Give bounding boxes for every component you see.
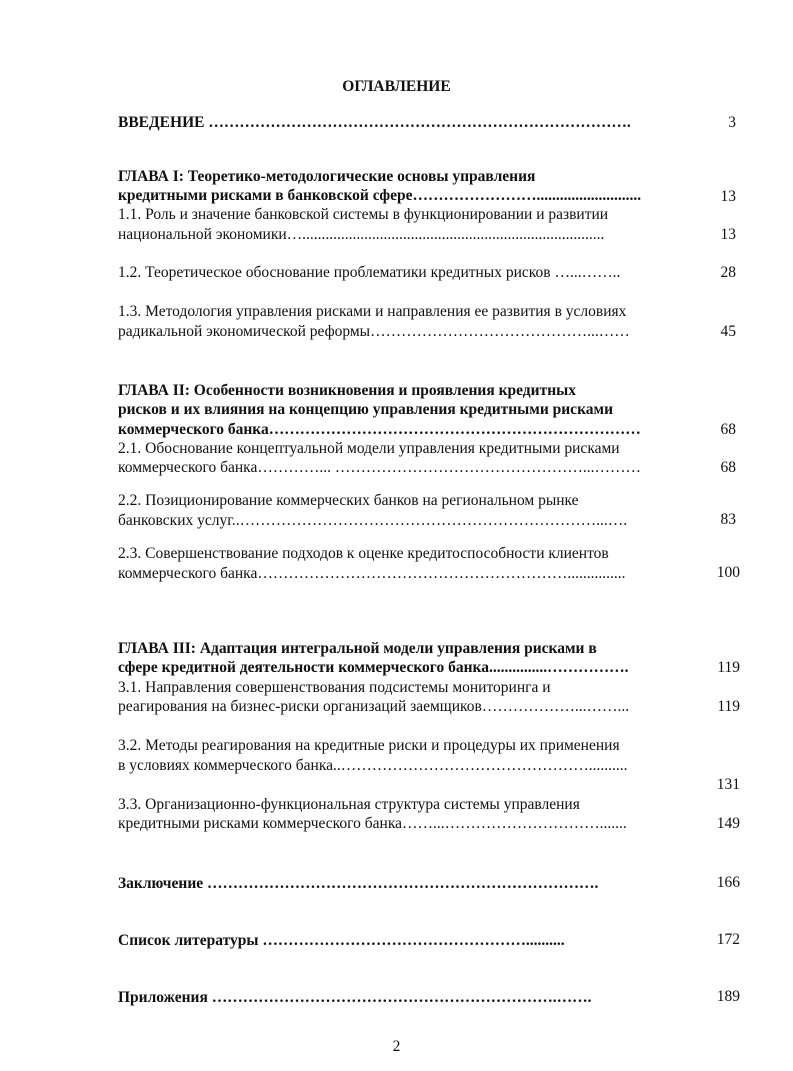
toc-section-1-3-line1: 1.3. Методология управления рисками и направления ее развития в условиях [118, 303, 627, 320]
toc-page-appendix: 189 [716, 988, 740, 1005]
toc-page-chapter-2: 68 [720, 421, 736, 438]
page-number: 2 [392, 1038, 401, 1055]
toc-section-2-3-line1: 2.3. Совершенствование подходов к оценке кредитоспособности клиентов [118, 545, 609, 562]
toc-page-section-3-2: 131 [716, 776, 740, 793]
toc-section-2-2-line2: банковских услуг..……………………………………………………………...…. [118, 512, 628, 529]
toc-page-intro: 3 [728, 114, 736, 131]
toc-chapter-3-line1: ГЛАВА III: Адаптация интегральной модели управления рисками в [118, 640, 597, 657]
toc-section-3-2-line2: в условиях коммерческого банка..………………………………………….......... [118, 757, 628, 774]
toc-chapter-2-line2: рисков и их влияния на концепцию управления кредитными рисками [118, 401, 614, 418]
toc-page-chapter-3: 119 [717, 659, 740, 676]
toc-section-2-3-line2: коммерческого банка……………………………………………………............... [118, 565, 626, 582]
toc-page-section-1-3: 45 [720, 323, 736, 340]
toc-section-1-2: 1.2. Теоретическое обоснование проблематики кредитных рисков …...…….. [118, 264, 621, 281]
toc-chapter-2-line1: ГЛАВА II: Особенности возникновения и проявления кредитных [118, 382, 576, 399]
toc-section-3-3-line1: 3.3. Организационно-функциональная структура системы управления [118, 796, 580, 813]
toc-page-references: 172 [716, 931, 740, 948]
toc-page-section-2-2: 83 [720, 511, 736, 528]
toc-page-section-1-1: 13 [720, 226, 736, 243]
toc-section-2-1-line1: 2.1. Обоснование концептуальной модели управления кредитными рисками [118, 440, 620, 457]
toc-section-1-1-line1: 1.1. Роль и значение банковской системы в функционировании и развитии [118, 206, 609, 223]
toc-page-conclusion: 166 [716, 874, 740, 891]
toc-section-3-1-line1: 3.1. Направления совершенствования подсистемы мониторинга и [118, 679, 551, 696]
toc-section-1-3-line2: радикальной экономической реформы……………………………………...…… [118, 323, 630, 340]
toc-page-section-3-3: 149 [716, 815, 740, 832]
toc-page-chapter-1: 13 [720, 188, 736, 205]
toc-page-section-2-3: 100 [716, 564, 740, 581]
toc-page-section-2-1: 68 [720, 459, 736, 476]
toc-section-3-3-line2: кредитными рисками коммерческого банка……...…………………………....... [118, 815, 627, 832]
toc-entry-references: Список литературы …………………………………………….......... [118, 932, 565, 949]
toc-chapter-2-line3: коммерческого банка……………………………………………………………… [118, 421, 641, 438]
toc-chapter-1-line1: ГЛАВА I: Теоретико-методологические основы управления [118, 168, 536, 185]
toc-entry-appendix: Приложения ………………………………………………………….……. [118, 989, 592, 1006]
toc-section-1-1-line2: национальной экономики….............................................................................. [118, 226, 605, 243]
toc-chapter-1-line2: кредитными рисками в банковской сфере……………………........................... [118, 187, 642, 204]
toc-section-3-2-line1: 3.2. Методы реагирования на кредитные риски и процедуры их применения [118, 737, 620, 754]
toc-entry-conclusion: Заключение …………………………………………………………………. [118, 875, 599, 892]
toc-title: ОГЛАВЛЕНИЕ [342, 78, 451, 95]
toc-entry-intro: ВВЕДЕНИЕ ………………………………………………………………………. [118, 114, 631, 131]
toc-chapter-3-line2: сфере кредитной деятельности коммерческого банка...............……………. [118, 659, 629, 676]
toc-page-section-3-1: 119 [717, 698, 740, 715]
toc-section-2-1-line2: коммерческого банка…………... …………………………………………...……… [118, 459, 641, 476]
toc-section-3-1-line2: реагирования на бизнес-риски организаций заемщиков………………...……... [118, 698, 630, 715]
toc-page-section-1-2: 28 [720, 264, 736, 281]
toc-section-2-2-line1: 2.2. Позиционирование коммерческих банков на региональном рынке [118, 492, 579, 509]
